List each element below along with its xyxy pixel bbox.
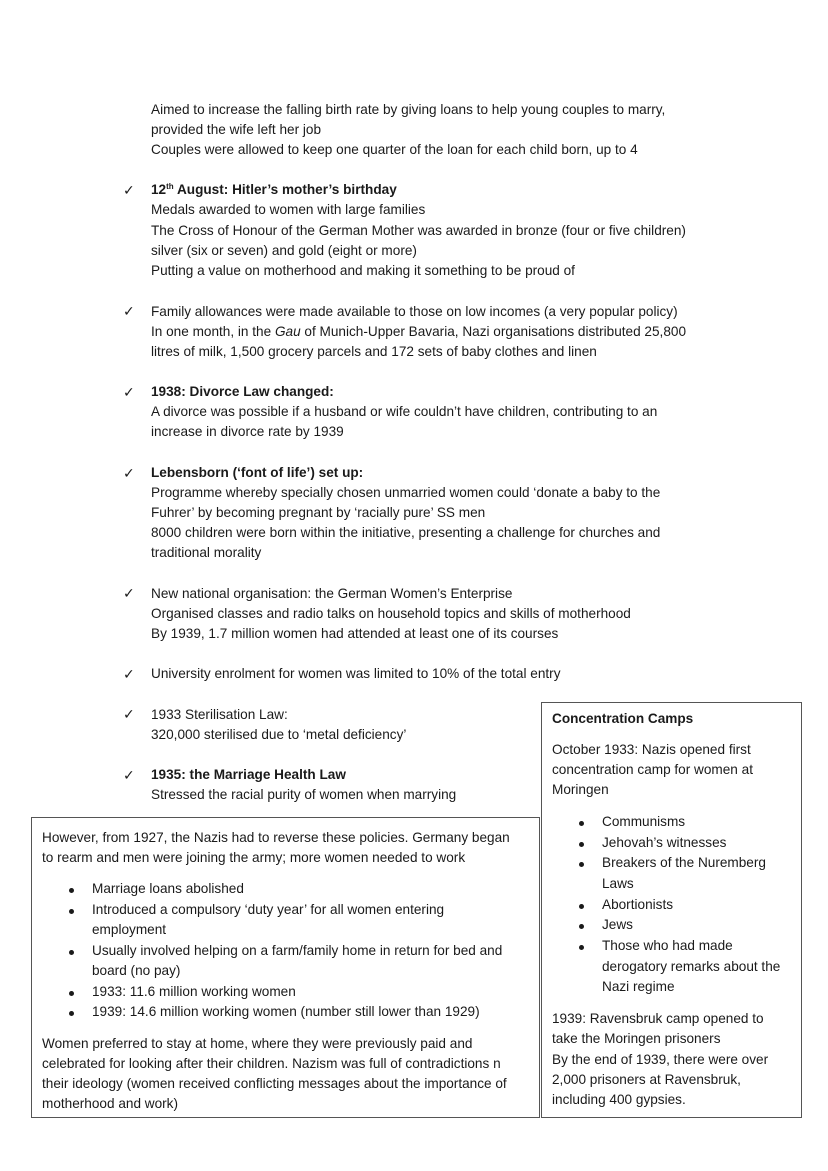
enterprise-line-1: New national organisation: the German Women’s Enterprise xyxy=(151,586,513,601)
sterilisation-line-2: 320,000 sterilised due to ‘metal deficiency’ xyxy=(151,727,407,742)
allowances-line-3: litres of milk, 1,500 grocery parcels and 172 sets of baby clothes and linen xyxy=(151,344,597,359)
checkmark-icon: ✓ xyxy=(123,767,135,783)
camps-outro-4: 2,000 prisoners at Ravensbruk, xyxy=(552,1072,741,1087)
reverse-intro-1: However, from 1927, the Nazis had to reverse these policies. Germany began xyxy=(42,830,510,845)
sterilisation-line-1: 1933 Sterilisation Law: xyxy=(151,707,288,722)
loans-line-2: provided the wife left her job xyxy=(151,122,322,137)
bullet-icon xyxy=(69,991,74,996)
checkmark-icon: ✓ xyxy=(123,706,135,722)
checkmark-icon: ✓ xyxy=(123,465,135,481)
lebensborn-line-3: 8000 children were born within the initiative, presenting a challenge for churches and xyxy=(151,525,661,540)
enterprise-line-2: Organised classes and radio talks on household topics and skills of motherhood xyxy=(151,606,631,621)
bullet-icon xyxy=(69,909,74,914)
divorce-title: 1938: Divorce Law changed: xyxy=(151,384,334,399)
birthday-line-4: Putting a value on motherhood and making it something to be proud of xyxy=(151,263,575,278)
camps-outro-1: 1939: Ravensbruk camp opened to xyxy=(552,1011,764,1026)
camps-title: Concentration Camps xyxy=(552,711,694,726)
loans-line-1: Aimed to increase the falling birth rate by giving loans to help young couples to marry, xyxy=(151,102,666,117)
checkmark-icon: ✓ xyxy=(123,384,135,400)
allowances-line-2b: of Munich-Upper Bavaria, Nazi organisations distributed 25,800 xyxy=(300,324,687,339)
camps-intro-1: October 1933: Nazis opened first xyxy=(552,742,751,757)
camps-bullet-6-cont-2: Nazi regime xyxy=(602,979,675,994)
bullet-icon xyxy=(69,888,74,893)
bullet-icon xyxy=(69,1011,74,1016)
bullet-icon xyxy=(69,950,74,955)
camps-bullet-3-cont: Laws xyxy=(602,876,634,891)
bullet-icon xyxy=(579,821,584,826)
reverse-bullet-3-cont: board (no pay) xyxy=(92,963,181,978)
birthday-title-rest: August: Hitler’s mother’s birthday xyxy=(173,182,397,197)
reverse-policies-box xyxy=(31,817,540,1118)
marriage-health-title: 1935: the Marriage Health Law xyxy=(151,767,346,782)
university-line: University enrolment for women was limited to 10% of the total entry xyxy=(151,666,561,681)
camps-intro-3: Moringen xyxy=(552,782,609,797)
reverse-outro-2: celebrated for looking after their children. Nazism was full of contradictions n xyxy=(42,1056,501,1071)
camps-intro-2: concentration camp for women at xyxy=(552,762,753,777)
checkmark-icon: ✓ xyxy=(123,585,135,601)
gau-term: Gau xyxy=(274,324,301,339)
bullet-icon xyxy=(579,924,584,929)
lebensborn-title: Lebensborn (‘font of life’) set up: xyxy=(151,465,364,480)
allowances-line-2a: In one month, in the xyxy=(151,324,275,339)
checkmark-icon: ✓ xyxy=(123,666,135,682)
camps-bullet-1: Communisms xyxy=(602,814,686,829)
allowances-line-1: Family allowances were made available to those on low incomes (a very popular policy) xyxy=(151,304,678,319)
bullet-icon xyxy=(579,862,584,867)
camps-bullet-6-cont-1: derogatory remarks about the xyxy=(602,959,781,974)
bullet-icon xyxy=(579,904,584,909)
camps-bullet-2: Jehovah’s witnesses xyxy=(602,835,727,850)
birthday-line-1: Medals awarded to women with large families xyxy=(151,202,426,217)
reverse-bullet-5: 1939: 14.6 million working women (number still lower than 1929) xyxy=(92,1004,480,1019)
camps-bullet-5: Jews xyxy=(602,917,633,932)
lebensborn-line-2: Fuhrer’ by becoming pregnant by ‘racially pure’ SS men xyxy=(151,505,486,520)
bullet-icon xyxy=(579,945,584,950)
reverse-intro-2: to rearm and men were joining the army; more women needed to work xyxy=(42,850,466,865)
camps-outro-3: By the end of 1939, there were over xyxy=(552,1052,769,1067)
allowances-line-2 xyxy=(151,322,686,342)
camps-outro-2: take the Moringen prisoners xyxy=(552,1031,721,1046)
reverse-outro-4: motherhood and work) xyxy=(42,1096,179,1111)
marriage-health-line: Stressed the racial purity of women when marrying xyxy=(151,787,457,802)
divorce-line-1: A divorce was possible if a husband or wife couldn’t have children, contributing to an xyxy=(151,404,658,419)
reverse-outro-1: Women preferred to stay at home, where they were previously paid and xyxy=(42,1036,473,1051)
reverse-bullet-1: Marriage loans abolished xyxy=(92,881,244,896)
camps-outro-5: including 400 gypsies. xyxy=(552,1092,686,1107)
birthday-title xyxy=(151,180,397,200)
concentration-camps-box xyxy=(541,702,802,1118)
lebensborn-line-1: Programme whereby specially chosen unmarried women could ‘donate a baby to the xyxy=(151,485,661,500)
reverse-bullet-3: Usually involved helping on a farm/family home in return for bed and xyxy=(92,943,503,958)
bullet-icon xyxy=(579,842,584,847)
camps-bullet-4: Abortionists xyxy=(602,897,674,912)
reverse-outro-3: their ideology (women received conflicting messages about the importance of xyxy=(42,1076,507,1091)
loans-line-3: Couples were allowed to keep one quarter of the loan for each child born, up to 4 xyxy=(151,142,638,157)
camps-bullet-6: Those who had made xyxy=(602,938,733,953)
reverse-bullet-2: Introduced a compulsory ‘duty year’ for all women entering xyxy=(92,902,445,917)
birthday-day: 12 xyxy=(151,182,167,197)
checkmark-icon: ✓ xyxy=(123,182,135,198)
checkmark-icon: ✓ xyxy=(123,303,135,319)
birthday-line-2: The Cross of Honour of the German Mother was awarded in bronze (four or five children) xyxy=(151,223,686,238)
divorce-line-2: increase in divorce rate by 1939 xyxy=(151,424,344,439)
reverse-bullet-2-cont: employment xyxy=(92,922,167,937)
birthday-line-3: silver (six or seven) and gold (eight or more) xyxy=(151,243,417,258)
reverse-bullet-4: 1933: 11.6 million working women xyxy=(92,984,296,999)
lebensborn-line-4: traditional morality xyxy=(151,545,262,560)
enterprise-line-3: By 1939, 1.7 million women had attended at least one of its courses xyxy=(151,626,559,641)
camps-bullet-3: Breakers of the Nuremberg xyxy=(602,855,766,870)
birthday-day-suffix: th xyxy=(166,182,174,191)
